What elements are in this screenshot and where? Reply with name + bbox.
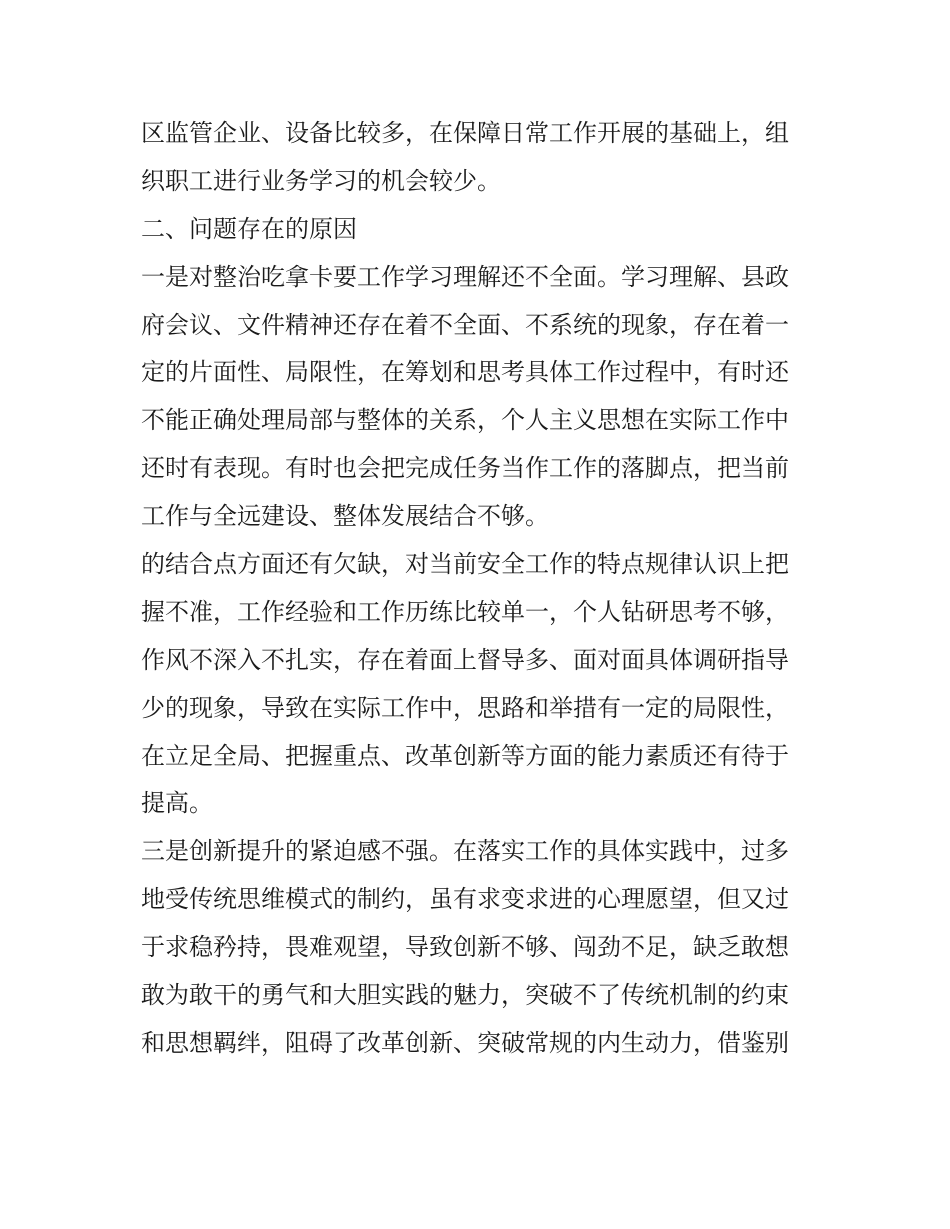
text-line: 工作与全远建设、整体发展结合不够。 bbox=[141, 502, 549, 531]
document-body bbox=[141, 110, 821, 1068]
text-line: 提高。 bbox=[141, 789, 213, 818]
text-line: 不能正确处理局部与整体的关系，个人主义思想在实际工作中 bbox=[141, 406, 789, 435]
text-line: 还时有表现。有时也会把完成任务当作工作的落脚点，把当前 bbox=[141, 454, 789, 483]
text-line: 织职工进行业务学习的机会较少。 bbox=[141, 166, 501, 195]
text-line: 地受传统思维模式的制约，虽有求变求进的心理愿望，但又过 bbox=[141, 885, 789, 914]
text-line: 少的现象，导致在实际工作中，思路和举措有一定的局限性， bbox=[141, 693, 789, 722]
section-heading: 二、问题存在的原因 bbox=[141, 214, 357, 243]
text-line: 区监管企业、设备比较多，在保障日常工作开展的基础上，组 bbox=[141, 119, 789, 147]
text-line: 握不准，工作经验和工作历练比较单一，个人钻研思考不够， bbox=[141, 597, 789, 626]
text-line: 的结合点方面还有欠缺，对当前安全工作的特点规律认识上把 bbox=[141, 550, 789, 579]
text-line: 定的片面性、局限性，在筹划和思考具体工作过程中，有时还 bbox=[141, 358, 789, 387]
text-line: 作风不深入不扎实，存在着面上督导多、面对面具体调研指导 bbox=[141, 645, 789, 674]
text-line: 敢为敢干的勇气和大胆实践的魅力，突破不了传统机制的约束 bbox=[141, 981, 789, 1010]
text-line: 于求稳矜持，畏难观望，导致创新不够、闯劲不足，缺乏敢想 bbox=[141, 933, 789, 962]
text-line: 府会议、文件精神还存在着不全面、不系统的现象，存在着一 bbox=[141, 310, 789, 339]
text-line: 和思想羁绊，阻碍了改革创新、突破常规的内生动力，借鉴别 bbox=[141, 1028, 789, 1057]
text-line: 三是创新提升的紧迫感不强。在落实工作的具体实践中，过多 bbox=[141, 837, 789, 866]
text-line: 在立足全局、把握重点、改革创新等方面的能力素质还有待于 bbox=[141, 741, 789, 770]
text-line: 一是对整治吃拿卡要工作学习理解还不全面。学习理解、县政 bbox=[141, 262, 789, 291]
